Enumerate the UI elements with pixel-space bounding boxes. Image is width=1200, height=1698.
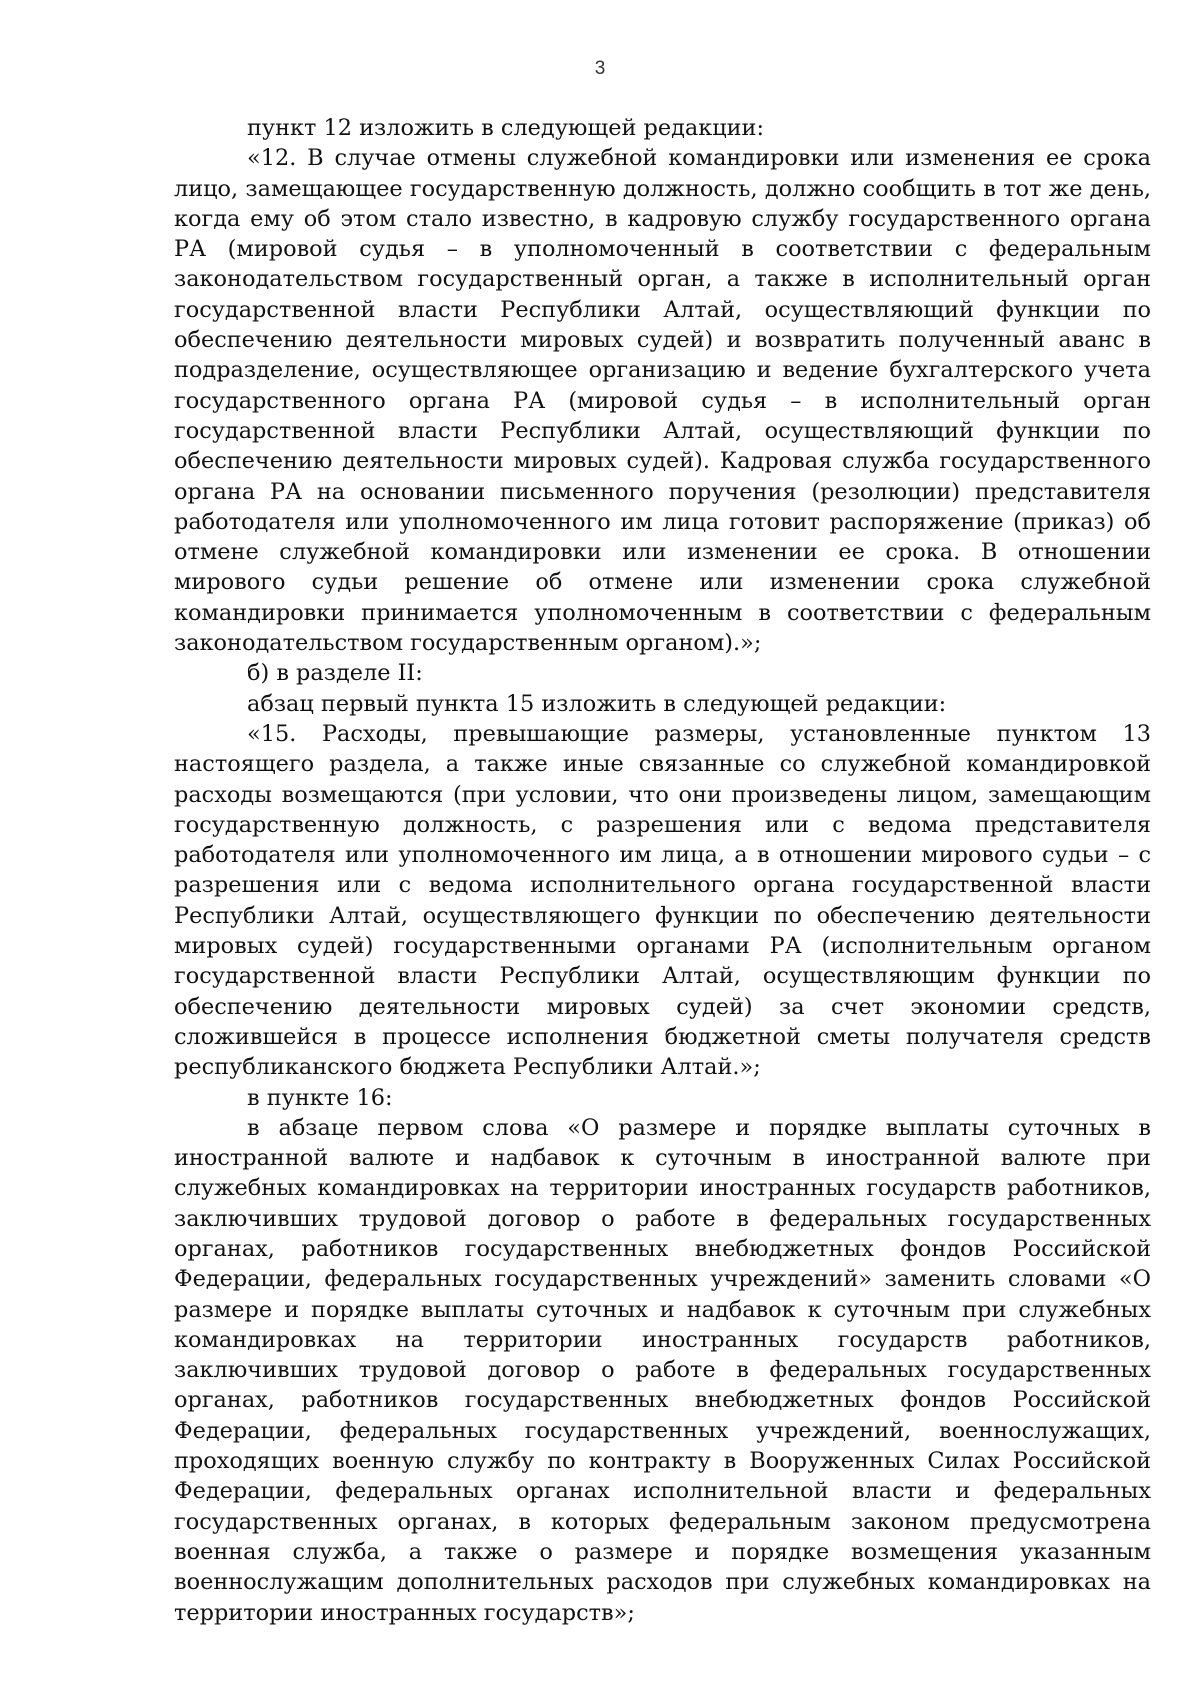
paragraph-item-15-intro: абзац первый пункта 15 изложить в следующей редакции:: [247, 690, 947, 717]
paragraph-item-16-intro: в пункте 16:: [247, 1084, 393, 1111]
page-number: 3: [594, 58, 606, 79]
paragraph-section-ii-intro: б) в разделе II:: [247, 660, 423, 687]
paragraph-item-12-text: «12. В случае отмены служебной командировки или изменения ее срока лицо, замещающее государственную должность, должно сообщить в тот же день, когда ему об этом стало известно, в кадровую службу государственного органа РА (мировой судья – в уполномоченный в соответствии с федеральным законодательством государственный орган, а также в исполнительный орган государственной власти Республики Алтай, осуществляющий функции по обеспечению деятельности мировых судей) и возвратить полученный аванс в подразделение, осуществляющее организацию и ведение бухгалтерского учета государственного органа РА (мировой судья – в исполнительный орган государственной власти Республики Алтай, осуществляющий функции по обеспечению деятельности мировых судей). Кадровая служба государственного органа РА на основании письменного поручения (резолюции) представителя работодателя или уполномоченного им лица готовит распоряжение (приказ) об отмене служебной командировки или изменении ее срока. В отношении мирового судьи решение об отмене или изменении срока служебной командировки принимается уполномоченным в соответствии с федеральным законодательством государственным органом).»;: [174, 145, 1151, 657]
paragraph-item-16-text: в абзаце первом слова «О размере и порядке выплаты суточных в иностранной валюте и надбавок к суточным в иностранной валюте при служебных командировках на территории иностранных государств работников, заключивших трудовой договор о работе в федеральных государственных органах, работников государственных внебюджетных фондов Российской Федерации, федеральных государственных учреждений» заменить словами «О размере и порядке выплаты суточных и надбавок к суточным при служебных командировках на территории иностранных государств работников, заключивших трудовой договор о работе в федеральных государственных органах, работников государственных внебюджетных фондов Российской Федерации, федеральных государственных учреждений, военнослужащих, проходящих военную службу по контракту в Вооруженных Силах Российской Федерации, федеральных органах исполнительной власти и федеральных государственных органах, в которых федеральным законом предусмотрена военная служба, а также о размере и порядке возмещения указанным военнослужащим дополнительных расходов при служебных командировках на территории иностранных государств»;: [174, 1114, 1151, 1626]
document-body: [174, 113, 1151, 1628]
paragraph-item-12-intro: пункт 12 изложить в следующей редакции:: [247, 115, 764, 141]
paragraph-item-15-text: «15. Расходы, превышающие размеры, установленные пунктом 13 настоящего раздела, а также иные связанные со служебной командировкой расходы возмещаются (при условии, что они произведены лицом, замещающим государственную должность, с разрешения или с ведома представителя работодателя или уполномоченного им лица, а в отношении мирового судьи – с разрешения или с ведома исполнительного органа государственной власти Республики Алтай, осуществляющего функции по обеспечению деятельности мировых судей) государственными органами РА (исполнительным органом государственной власти Республики Алтай, осуществляющим функции по обеспечению деятельности мировых судей) за счет экономии средств, сложившейся в процессе исполнения бюджетной сметы получателя средств республиканского бюджета Республики Алтай.»;: [174, 720, 1151, 1081]
